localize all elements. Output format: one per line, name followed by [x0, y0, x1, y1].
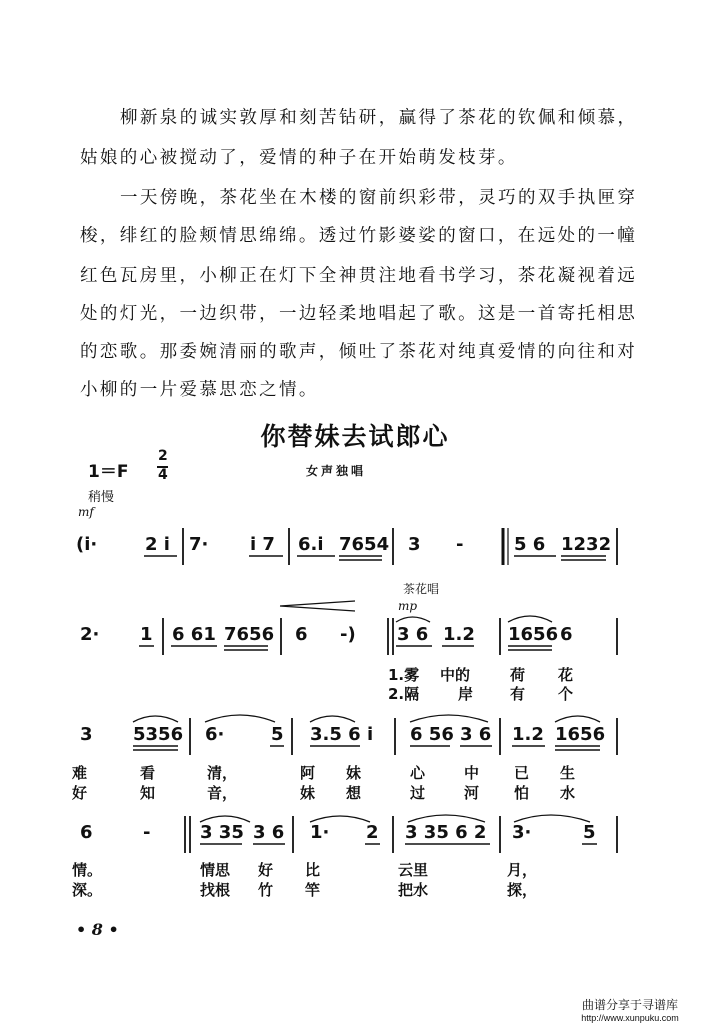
note: 3 6 — [460, 724, 492, 745]
lyric: 云里 — [398, 861, 429, 879]
note: -) — [340, 624, 356, 645]
note: 3 6 — [253, 822, 285, 843]
lyric: 岸 — [458, 685, 474, 703]
lyric: 月， — [507, 861, 538, 879]
score-row-4 — [71, 815, 617, 900]
lyric: 情。 — [72, 861, 103, 879]
lyric: 已 — [514, 764, 530, 782]
lyric: 有 — [510, 685, 526, 703]
lyric: 河 — [464, 784, 480, 802]
note: 5 — [271, 724, 284, 745]
note: - — [456, 534, 464, 555]
note: 1.2 — [512, 724, 544, 745]
performance-type: 女声独唱 — [306, 464, 367, 478]
note: 1· — [310, 822, 330, 843]
singer-cue: 茶花唱 — [403, 582, 440, 596]
tie — [514, 815, 590, 822]
note: 7654 — [339, 534, 390, 555]
note: 1656 — [555, 724, 606, 745]
note: 3 — [408, 534, 421, 555]
lyric: 知 — [140, 784, 156, 802]
lyric: 想 — [346, 784, 362, 802]
lyric: 过 — [410, 784, 426, 802]
note: 3 35 6 2 — [405, 822, 487, 843]
note: 6.i — [298, 534, 324, 555]
paragraph-line-8: 小柳的一片爱慕思恋之情。 — [80, 380, 319, 400]
lyric: 2.隔 — [388, 685, 420, 703]
tempo-marking: 稍慢 — [88, 490, 115, 505]
note: 6 — [560, 624, 573, 645]
note: 3.5 6 i — [310, 724, 374, 745]
note: 7· — [189, 534, 209, 555]
note: 6 61 — [172, 624, 216, 645]
time-signature-top: 2 — [158, 448, 168, 464]
lyric: 妹 — [346, 764, 362, 782]
slur — [310, 716, 355, 722]
note: 3· — [512, 822, 532, 843]
page-number: • 8 • — [76, 920, 119, 939]
lyric: 把水 — [398, 881, 429, 899]
slur — [508, 616, 552, 622]
slur — [555, 716, 600, 722]
lyric: 好 — [258, 861, 274, 879]
paragraph-line-3: 一天傍晚，茶花坐在木楼的窗前织彩带，灵巧的双手执匣穿 — [120, 188, 638, 208]
lyric: 深。 — [72, 881, 103, 899]
lyric: 竿 — [305, 881, 321, 899]
lyric: 竹 — [258, 881, 274, 899]
lyric: 个 — [558, 685, 574, 703]
note: 5 6 — [514, 534, 546, 555]
lyric: 中 — [464, 764, 480, 782]
paragraph-line-6: 处的灯光，一边织带，一边轻柔地唱起了歌。这是一首寄托相思 — [80, 304, 638, 324]
song-title: 你替妹去试郎心 — [260, 422, 450, 451]
slur — [408, 815, 485, 822]
score-row-2 — [80, 601, 617, 703]
paragraph-line-5: 红色瓦房里，小柳正在灯下全神贯注地看书学习，茶花凝视着远 — [80, 266, 638, 286]
slur — [396, 617, 430, 622]
lyric: 探， — [507, 881, 538, 899]
lyric: 音， — [207, 784, 238, 802]
paragraph-line-1: 柳新泉的诚实敦厚和刻苦钻研，赢得了茶花的钦佩和倾慕， — [120, 108, 638, 128]
note: 1232 — [561, 534, 612, 555]
lyric: 妹 — [300, 784, 316, 802]
watermark-title: 曲谱分享于寻谱库 — [581, 998, 678, 1012]
score-row-3 — [71, 715, 617, 803]
lyric: 看 — [140, 764, 156, 782]
lyric: 花 — [558, 666, 574, 684]
watermark — [560, 996, 700, 1023]
note: (i· — [76, 534, 98, 555]
crescendo-hairpin — [280, 601, 355, 611]
dynamic-mf: mf — [78, 505, 94, 519]
paragraph-line-7: 的恋歌。那委婉清丽的歌声，倾吐了茶花对纯真爱情的向往和对 — [80, 342, 638, 362]
note: 2 i — [145, 534, 170, 555]
lyric: 清， — [207, 764, 238, 782]
note: 3 35 — [200, 822, 244, 843]
note: 5356 — [133, 724, 184, 745]
slur — [133, 716, 178, 722]
lyric: 水 — [560, 784, 576, 802]
lyric: 1.雾 — [388, 666, 420, 684]
note: 3 6 — [397, 624, 429, 645]
lyric: 情思 — [200, 861, 231, 879]
note: 6 56 — [410, 724, 454, 745]
time-signature-bottom: 4 — [158, 467, 168, 483]
note: i 7 — [250, 534, 275, 555]
lyric: 好 — [72, 784, 88, 802]
note: 3 — [80, 724, 93, 745]
note: 6 — [80, 822, 93, 843]
lyric: 中的 — [440, 666, 471, 684]
note: 2· — [80, 624, 100, 645]
slur — [410, 715, 488, 722]
tie — [205, 715, 275, 722]
note: 7656 — [224, 624, 275, 645]
note: 1 — [140, 624, 153, 645]
lyric: 比 — [305, 861, 321, 879]
note: - — [143, 822, 151, 843]
note: 1.2 — [443, 624, 475, 645]
score-row-1 — [76, 528, 617, 565]
paragraph-line-4: 梭，绯红的脸颊情思绵绵。透过竹影婆娑的窗口，在远处的一幢 — [80, 226, 638, 246]
lyric: 难 — [72, 764, 88, 782]
dynamic-mp: mp — [398, 599, 418, 613]
note: 2 — [366, 822, 379, 843]
note: 6 — [295, 624, 308, 645]
key-signature: 1＝F — [88, 462, 129, 482]
note: 1656 — [508, 624, 559, 645]
watermark-url: http://www.xunpuku.com — [581, 1013, 679, 1023]
note: 5 — [583, 822, 596, 843]
lyric: 找根 — [200, 881, 231, 899]
lyric: 心 — [410, 764, 426, 782]
note: 6· — [205, 724, 225, 745]
paragraph-line-2: 姑娘的心被搅动了，爱情的种子在开始萌发枝芽。 — [80, 148, 518, 168]
lyric: 怕 — [514, 784, 530, 802]
lyric: 荷 — [510, 666, 526, 684]
lyric: 生 — [560, 764, 576, 782]
lyric: 阿 — [300, 764, 316, 782]
